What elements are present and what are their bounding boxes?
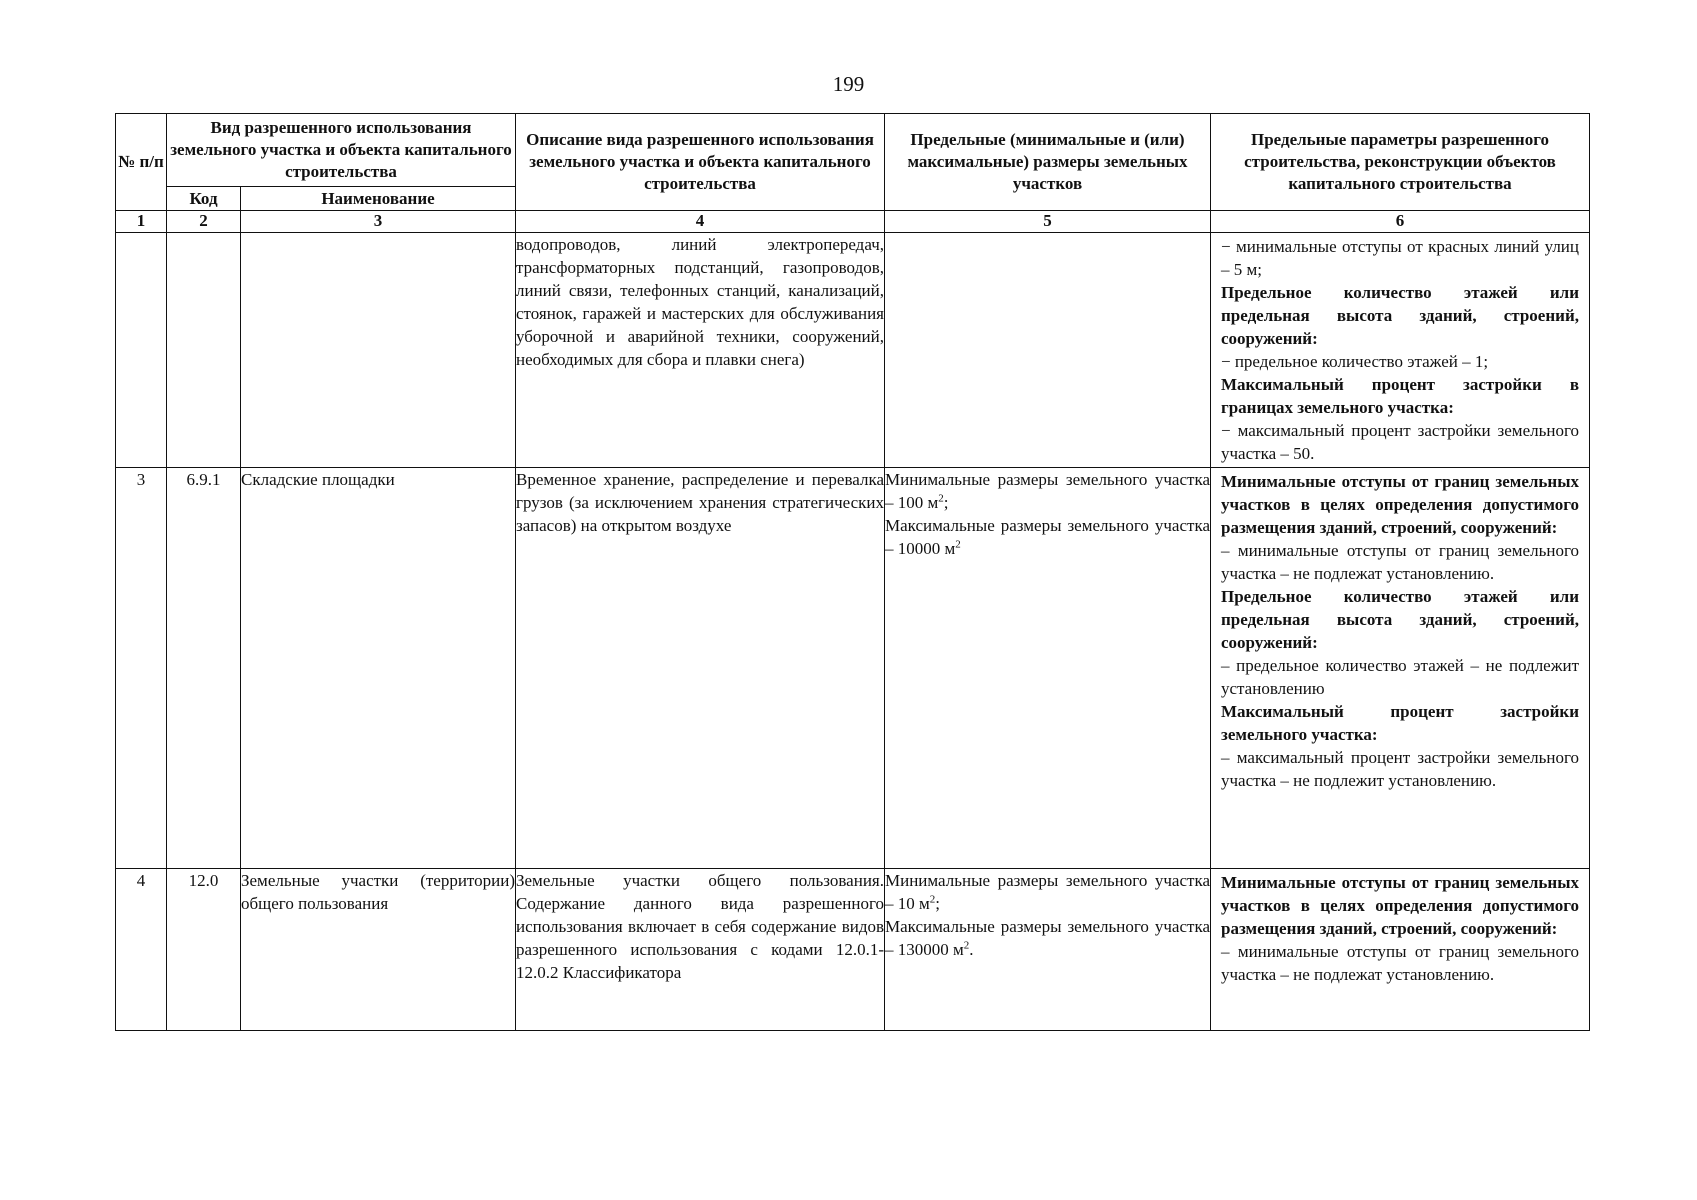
size-line: Минимальные размеры земельного участка – 10 $м^2$; bbox=[885, 871, 1210, 913]
header-name: Наименование bbox=[241, 187, 516, 211]
row-code-cell: 6.9.1 bbox=[167, 468, 241, 869]
param-heading: Предельное количество этажей или предельная высота зданий, строений, сооружений: bbox=[1221, 587, 1579, 652]
param-heading: Минимальные отступы от границ земельных участков в целях определения допустимого размещения зданий, строений, сооружений: bbox=[1221, 472, 1579, 537]
row-params-cell bbox=[1211, 233, 1590, 468]
table-row bbox=[116, 468, 1590, 869]
param-heading: Максимальный процент застройки в границах земельного участка: bbox=[1221, 375, 1579, 417]
header-num: № п/п bbox=[116, 114, 167, 211]
header-params: Предельные параметры разрешенного строительства, реконструкции объектов капитального строительства bbox=[1211, 114, 1590, 211]
param-heading: Максимальный процент застройки земельного участка: bbox=[1221, 702, 1579, 744]
header-type-group: Вид разрешенного использования земельного участка и объекта капитального строительства bbox=[167, 114, 516, 187]
header-description: Описание вида разрешенного использования земельного участка и объекта капитального строительства bbox=[516, 114, 885, 211]
header-sizes: Предельные (минимальные и (или) максимальные) размеры земельных участков bbox=[885, 114, 1211, 211]
size-line: Максимальные размеры земельного участка – 10000 $м^2$ bbox=[885, 516, 1210, 558]
column-number: 5 bbox=[885, 211, 1211, 233]
param-heading: Минимальные отступы от границ земельных участков в целях определения допустимого размещения зданий, строений, сооружений: bbox=[1221, 873, 1579, 938]
row-sizes-cell bbox=[885, 468, 1211, 869]
row-sizes-cell bbox=[885, 869, 1211, 1031]
param-value: − минимальные отступы от красных линий улиц – 5 м; bbox=[1221, 237, 1579, 279]
row-number-cell: 4 bbox=[116, 869, 167, 1031]
column-number: 4 bbox=[516, 211, 885, 233]
size-line: Минимальные размеры земельного участка – 100 $м^2$; bbox=[885, 470, 1210, 512]
param-value: − предельное количество этажей – 1; bbox=[1221, 352, 1489, 371]
param-value: – минимальные отступы от границ земельного участка – не подлежат установлению. bbox=[1221, 942, 1579, 984]
row-sizes-cell bbox=[885, 233, 1211, 468]
column-number: 3 bbox=[241, 211, 516, 233]
row-name-cell: Земельные участки (территории) общего пользования bbox=[241, 869, 516, 1031]
column-number: 6 bbox=[1211, 211, 1590, 233]
page-number: 199 bbox=[832, 72, 865, 96]
land-use-table bbox=[115, 113, 1590, 1031]
row-code-cell bbox=[167, 233, 241, 468]
row-description-cell: Временное хранение, распределение и перевалка грузов (за исключением хранения стратегических запасов) на открытом воздухе bbox=[516, 468, 885, 869]
param-value: – максимальный процент застройки земельного участка – не подлежит установлению. bbox=[1221, 748, 1579, 790]
row-description-cell: Земельные участки общего пользования. Содержание данного вида разрешенного использования включает в себя содержание видов разрешенного использования с кодами 12.0.1-12.0.2 Классификатора bbox=[516, 869, 885, 1031]
row-params-cell bbox=[1211, 869, 1590, 1031]
row-name-cell: Складские площадки bbox=[241, 468, 516, 869]
row-number-cell bbox=[116, 233, 167, 468]
param-value: − максимальный процент застройки земельного участка – 50. bbox=[1221, 421, 1579, 463]
row-name-cell bbox=[241, 233, 516, 468]
table-row bbox=[116, 869, 1590, 1031]
row-number-cell: 3 bbox=[116, 468, 167, 869]
param-value: – минимальные отступы от границ земельного участка – не подлежат установлению. bbox=[1221, 541, 1579, 583]
size-line: Максимальные размеры земельного участка – 130000 $м^2$. bbox=[885, 917, 1210, 959]
table-body bbox=[116, 233, 1590, 1031]
row-code-cell: 12.0 bbox=[167, 869, 241, 1031]
table-row bbox=[116, 233, 1590, 468]
header-code: Код bbox=[167, 187, 241, 211]
header-row bbox=[116, 114, 1590, 187]
param-value: – предельное количество этажей – не подлежит установлению bbox=[1221, 656, 1579, 698]
row-description-cell: водопроводов, линий электропередач, трансформаторных подстанций, газопроводов, линий связи, телефонных станций, канализаций, стоянок, гаражей и мастерских для обслуживания уборочной и аварийной техники, сооружений, необходимых для сбора и плавки снега) bbox=[516, 233, 885, 468]
column-number-row bbox=[116, 211, 1590, 233]
param-heading: Предельное количество этажей или предельная высота зданий, строений, сооружений: bbox=[1221, 283, 1579, 348]
column-number: 2 bbox=[167, 211, 241, 233]
row-params-cell bbox=[1211, 468, 1590, 869]
column-number: 1 bbox=[116, 211, 167, 233]
